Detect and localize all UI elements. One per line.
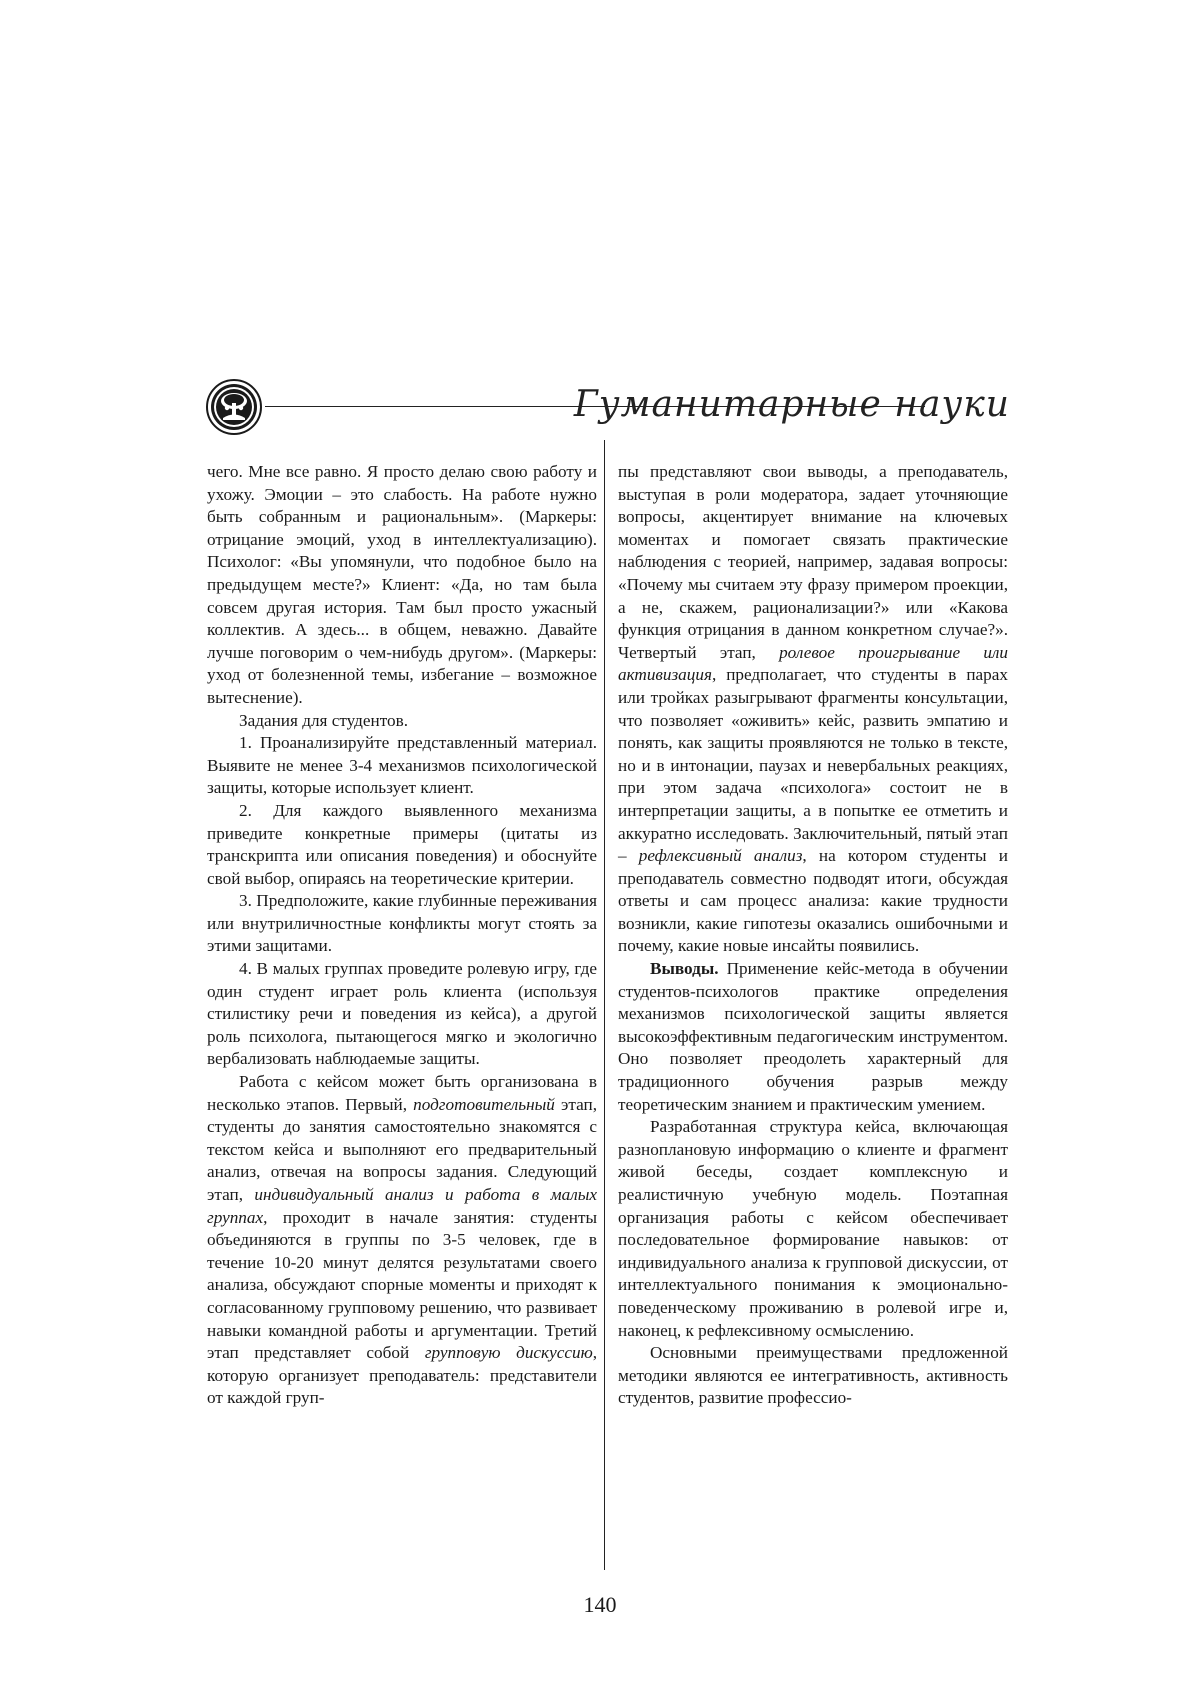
paragraph bbox=[618, 958, 1008, 1116]
text-run: , проходит в начале занятия: студенты объединяются в группы по 3-5 человек, где в течение 10-20 минут делятся результатами своего анализа, обсуждают спорные моменты и приходят к согласованному групповому решению, что развивает навыки командной работы и аргументации. Третий этап представляет собой bbox=[207, 1207, 597, 1363]
column-divider bbox=[604, 440, 605, 1570]
right-column bbox=[618, 461, 1008, 1410]
paragraph: чего. Мне все равно. Я просто делаю свою работу и ухожу. Эмоции – это слабость. На работе нужно быть собранным и рациональным». (Маркеры: отрицание эмоций, уход в интеллектуализацию). Психолог: «Вы упомянули, что подобное было на предыдущем месте?» Клиент: «Да, но там была совсем другая история. Там был просто ужасный коллектив. А здесь... в общем, неважно. Давайте лучше поговорим о чем-нибудь другом». (Маркеры: уход от болезненной темы, избегание – возможное вытеснение). bbox=[207, 462, 597, 707]
left-column bbox=[207, 461, 597, 1410]
paragraph: 2. Для каждого выявленного механизма приведите конкретные примеры (цитаты из транскрипта или описания поведения) и обоснуйте свой выбор, опираясь на теоретические критерии. bbox=[207, 800, 597, 888]
italic-term: подготовительный bbox=[413, 1094, 555, 1114]
bold-heading: Выводы. bbox=[650, 959, 719, 979]
paragraph: 1. Проанализируйте представленный материал. Выявите не менее 3-4 механизмов психологической защиты, которые использует клиент. bbox=[207, 733, 597, 798]
italic-term: ролевое проигрывание или активизация bbox=[618, 642, 1008, 685]
text-run: пы представляют свои выводы, а преподаватель, выступая в роли модератора, задает уточняющие вопросы, акцентирует внимание на ключевых моментах и помогает связать практические наблюдения с теорией, например, задавая вопросы: «Почему мы считаем эту фразу примером проекции, а не, скажем, рационализации?» или «Какова функция отрицания в данном конкретном случае?». Четвертый этап, bbox=[618, 462, 1008, 662]
text-run: этап, студенты до занятия самостоятельно знакомятся с текстом кейса и выполняют его предварительный анализ, отвечая на вопросы задания. Следующий этап, bbox=[207, 1094, 597, 1204]
text-run: Применение кейс-метода в обучении студентов-психологов практике определения механизмов психологической защиты является высокоэффективным педагогическим инструментом. Оно позволяет преодолеть характерный для традиционного обучения разрыв между теоретическим знанием и практическим умением. bbox=[618, 959, 1008, 1114]
page-header bbox=[205, 378, 1010, 438]
text-run: , которую организует преподаватель: представители от каждой груп- bbox=[207, 1343, 597, 1408]
paragraph: 3. Предположите, какие глубинные переживания или внутриличностные конфликты могут стоять за этими защитами. bbox=[207, 891, 597, 956]
italic-term: индивидуальный анализ и работа в малых группах bbox=[207, 1185, 597, 1227]
text-run: , на котором студенты и преподаватель совместно подводят итоги, обсуждая ответы и сам процесс анализа: какие трудности возникли, какие гипотезы оказались ошибочными и почему, какие новые инсайты появились. bbox=[618, 846, 1008, 956]
paragraph: Задания для студентов. bbox=[239, 710, 409, 730]
paragraph bbox=[618, 461, 1008, 958]
text-run: Работа с кейсом может быть организована в несколько этапов. Первый, bbox=[207, 1072, 597, 1114]
text-run: , предполагает, что студенты в парах или тройках разыгрывают фрагменты консультации, что позволяет «оживить» кейс, развить эмпатию и понять, как защиты проявляются не только в тексте, но и в интонации, паузах и невербальных реакциях, при этом задача «психолога» состоит не в интерпретации защиты, а в попытке ее отметить и аккуратно исследовать. Заключительный, пятый этап – bbox=[618, 665, 1008, 866]
tree-emblem-icon bbox=[205, 378, 263, 436]
journal-section-title: Гуманитарные науки bbox=[573, 384, 1010, 425]
italic-term: рефлексивный анализ bbox=[638, 846, 803, 866]
page-number: 140 bbox=[583, 1592, 617, 1617]
italic-term: групповую дискуссию bbox=[424, 1343, 593, 1363]
paragraph: Основными преимуществами предложенной методики являются ее интегративность, активность студентов, развитие профессио- bbox=[618, 1343, 1008, 1408]
paragraph bbox=[207, 1071, 597, 1410]
paragraph: Разработанная структура кейса, включающая разноплановую информацию о клиенте и фрагмент живой беседы, создает комплексную и реалистичную учебную модель. Поэтапная организация работы с кейсом обеспечивает последовательное формирование навыков: от индивидуального анализа к групповой дискуссии, от интеллектуального понимания к эмоционально-поведенческому проживанию в ролевой игре и, наконец, к рефлексивному осмыслению. bbox=[618, 1117, 1008, 1340]
paragraph: 4. В малых группах проведите ролевую игру, где один студент играет роль клиента (используя стилистику речи и поведения из кейса), а другой роль психолога, пытающегося мягко и экологично вербализовать наблюдаемые защиты. bbox=[207, 959, 597, 1069]
